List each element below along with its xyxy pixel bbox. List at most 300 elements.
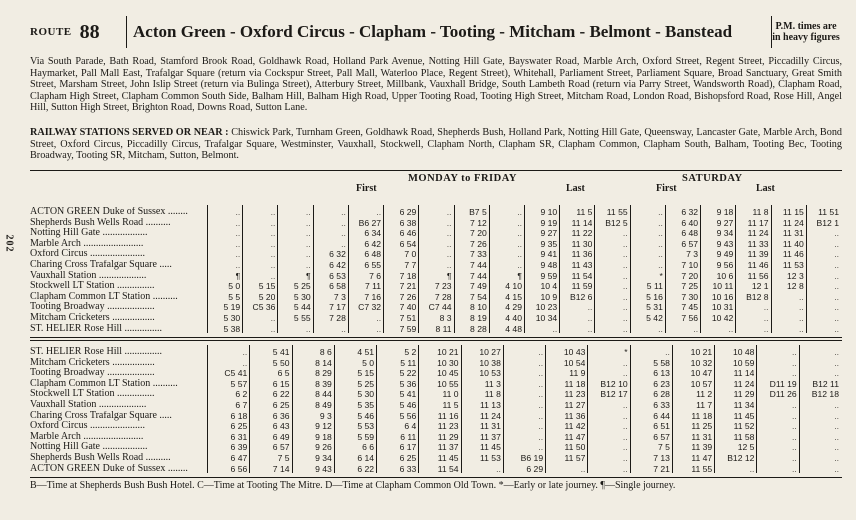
inbound-cell: 6 47 (230, 452, 248, 463)
inbound-cell: .. (791, 442, 797, 453)
inbound-cell: 6 15 (272, 378, 290, 389)
inbound-cell: .. (791, 463, 797, 474)
pm-note-line1: P.M. times are (775, 21, 837, 32)
inbound-cell: B12 18 (811, 389, 839, 400)
inbound-cell: 5 36 (399, 378, 417, 389)
inbound-column-rule (461, 345, 462, 473)
inbound-cell: 6 22 (272, 389, 290, 400)
inbound-cell: .. (538, 410, 544, 421)
outbound-cell: 11 39 (747, 249, 769, 260)
outbound-cell: 8 11 (435, 323, 452, 334)
outbound-cell: 5 16 (646, 291, 663, 302)
outbound-column-rule (348, 205, 349, 333)
outbound-cell: 11 53 (782, 259, 804, 270)
inbound-cell: 11 45 (479, 442, 501, 453)
outbound-cell: 9 19 (540, 217, 558, 228)
railway-label: RAILWAY STATIONS SERVED OR NEAR : (30, 127, 229, 138)
outbound-cell: .. (587, 302, 593, 313)
inbound-cell: 10 59 (732, 357, 755, 368)
inbound-cell: 5 2 (404, 347, 417, 357)
outbound-column-rule (735, 205, 736, 333)
outbound-cell: .. (834, 281, 839, 292)
inbound-cell: .. (834, 347, 839, 357)
outbound-cell: .. (517, 228, 522, 239)
inbound-cell: 11 24 (479, 410, 501, 421)
inbound-cell: .. (834, 421, 839, 432)
outbound-cell: 5 11 (646, 281, 663, 292)
outbound-cell: .. (270, 207, 276, 217)
outbound-cell: .. (622, 323, 628, 334)
outbound-cell: .. (798, 312, 804, 323)
outbound-cell: 9 48 (540, 259, 558, 270)
outbound-cell: .. (270, 228, 276, 239)
outbound-cell: ¶ (306, 270, 311, 281)
inbound-column-rule (418, 345, 419, 473)
outbound-stop-6: Vauxhall Station ................... (30, 270, 147, 281)
inbound-column-rule (799, 345, 800, 473)
outbound-cell: .. (235, 228, 241, 239)
inbound-cell: D11 19 (769, 378, 797, 389)
outbound-cell: .. (798, 291, 804, 302)
outbound-cell: 5 19 (223, 302, 241, 313)
inbound-cell: 6 43 (272, 421, 290, 432)
inbound-cell: 10 57 (690, 378, 713, 389)
inbound-cell: .. (622, 410, 628, 421)
outbound-cell: 10 23 (535, 302, 558, 313)
outbound-stop-2: Notting Hill Gate .................. (30, 228, 148, 239)
inbound-cell: .. (580, 463, 586, 474)
inbound-cell: .. (834, 368, 839, 379)
outbound-cell: 11 51 (818, 207, 839, 217)
outbound-cell: .. (376, 323, 382, 334)
outbound-cell: .. (622, 249, 628, 260)
inbound-cell: 5 41 (272, 347, 290, 357)
inbound-cell: 5 56 (399, 410, 417, 421)
outbound-cell: .. (622, 270, 628, 281)
outbound-cell: 11 46 (747, 259, 769, 270)
inbound-cell: .. (538, 347, 544, 357)
outbound-cell: 7 51 (399, 312, 417, 323)
outbound-cell: 11 55 (606, 207, 628, 217)
inbound-cell: 6 4 (404, 421, 417, 432)
outbound-cell: .. (728, 323, 734, 334)
inbound-cell: 11 13 (479, 399, 501, 410)
inbound-cell: 10 47 (690, 368, 713, 379)
inbound-cell: 10 32 (690, 357, 713, 368)
inbound-column-14 (800, 347, 839, 474)
inbound-cell: 9 3 (319, 410, 332, 421)
outbound-cell: 6 58 (329, 281, 346, 292)
inbound-cell: 11 45 (437, 452, 459, 463)
inbound-stop-4: Stockwell LT Station ............... (30, 389, 155, 400)
outbound-cell: .. (517, 207, 522, 217)
inbound-column-rule (334, 345, 335, 473)
outbound-column-rule (700, 205, 701, 333)
outbound-cell: 11 54 (571, 270, 593, 281)
outbound-cell: 6 34 (364, 228, 382, 239)
outbound-cell: .. (622, 281, 628, 292)
outbound-cell: 10 4 (540, 281, 558, 292)
outbound-cell: .. (235, 249, 241, 260)
outbound-cell: .. (341, 228, 346, 239)
outbound-column-rule (771, 205, 772, 333)
outbound-cell: 9 59 (540, 270, 558, 281)
inbound-column-rule (630, 345, 631, 473)
outbound-column-rule (630, 205, 631, 333)
outbound-cell: .. (235, 259, 241, 270)
outbound-cell: 10 31 (711, 302, 734, 313)
inbound-cell: .. (834, 410, 839, 421)
inbound-cell: 5 59 (357, 431, 375, 442)
outbound-cell: .. (763, 312, 769, 323)
inbound-cell: 11 36 (564, 410, 586, 421)
inbound-cell: 10 53 (479, 368, 501, 379)
inbound-column-7 (504, 347, 543, 474)
outbound-cell: 9 34 (716, 228, 734, 239)
outbound-cell: .. (235, 217, 241, 228)
inbound-cell: 6 29 (526, 463, 544, 474)
inbound-cell: * (624, 347, 628, 357)
inbound-cell: 11 37 (479, 431, 501, 442)
inbound-column-rule (376, 345, 377, 473)
inbound-cell: .. (791, 431, 797, 442)
inbound-column-12 (715, 347, 754, 474)
inbound-column-13 (757, 347, 796, 474)
outbound-cell: .. (270, 270, 276, 281)
outbound-cell: 7 0 (404, 249, 417, 260)
outbound-cell: 6 48 (364, 249, 382, 260)
outbound-cell: 7 49 (470, 281, 487, 292)
outbound-cell: .. (305, 217, 311, 228)
inbound-cell: .. (242, 357, 248, 368)
inbound-cell: 11 16 (437, 410, 459, 421)
inbound-cell: 6 25 (399, 452, 417, 463)
outbound-cell: 4 15 (505, 291, 522, 302)
outbound-cell: 7 30 (681, 291, 699, 302)
outbound-cell: 11 17 (747, 217, 769, 228)
route-box (30, 16, 127, 48)
inbound-column-rule (503, 345, 504, 473)
outbound-cell: C7 44 (428, 302, 452, 313)
outbound-cell: 7 59 (399, 323, 417, 334)
inbound-stop-11: ACTON GREEN Duke of Sussex ........ (30, 463, 188, 474)
outbound-cell: .. (517, 259, 522, 270)
outbound-stop-9: Tooting Broadway ................... (30, 302, 155, 313)
outbound-cell: .. (658, 249, 663, 260)
mf-last-label: Last (566, 183, 585, 194)
inbound-cell: 7 13 (653, 452, 670, 463)
inbound-cell: 5 11 (400, 357, 417, 368)
outbound-cell: 11 8 (752, 207, 769, 217)
outbound-cell: .. (693, 323, 699, 334)
outbound-column-0 (208, 207, 240, 334)
inbound-cell: 10 55 (437, 378, 459, 389)
outbound-cell: B12 8 (746, 291, 769, 302)
inbound-cell: 5 50 (272, 357, 290, 368)
outbound-cell: 11 31 (782, 228, 804, 239)
inbound-stop-9: Notting Hill Gate .................. (30, 442, 148, 453)
outbound-cell: .. (658, 207, 663, 217)
inbound-cell: 8 29 (315, 368, 332, 379)
railway-text: Chiswick Park, Turnham Green, Goldhawk Road, Shepherds Bush, Holland Park, Notting Hill Gate, Queensway, Lancaster Gate, Marble Arch, Bond Street, Oxford Circus, Piccadilly Circus, Trafalgar Square, Westminster, Vauxhall, Stockwell, Clapham North, Clapham SR, Clapham Common, Clapham South, Balham, Tooting Bec, Tooting Broadway, Tooting SR, Mitcham, Sutton, Belmont. (30, 127, 843, 162)
outbound-cell: .. (622, 228, 628, 239)
outbound-cell: 5 25 (293, 281, 311, 292)
outbound-cell: .. (305, 323, 311, 334)
outbound-stop-11: ST. HELIER Rose Hill ............... (30, 323, 163, 334)
outbound-column-rule (313, 205, 314, 333)
outbound-cell: .. (834, 302, 839, 313)
inbound-column-0 (208, 347, 247, 474)
outbound-cell: 4 48 (505, 323, 522, 334)
outbound-cell: C5 36 (252, 302, 276, 313)
inbound-column-2 (293, 347, 332, 474)
inbound-cell: 5 46 (357, 410, 375, 421)
outbound-column-14 (701, 207, 733, 334)
inbound-cell: .. (834, 357, 839, 368)
inbound-cell: 6 6 (362, 442, 375, 453)
inbound-stop-5: Vauxhall Station ................... (30, 399, 147, 410)
outbound-cell: 9 18 (716, 207, 734, 217)
outbound-cell: .. (517, 249, 522, 260)
inbound-cell: 8 49 (315, 399, 332, 410)
inbound-cell: B6 19 (520, 452, 544, 463)
outbound-cell: 11 15 (782, 207, 804, 217)
inbound-cell: 11 52 (733, 421, 755, 432)
outbound-cell: 7 3 (686, 249, 699, 260)
outbound-column-rule (418, 205, 419, 333)
outbound-cell: .. (763, 323, 769, 334)
outbound-stop-list (30, 207, 188, 334)
inbound-column-3 (335, 347, 374, 474)
outbound-column-4 (349, 207, 381, 334)
outbound-cell: 6 32 (681, 207, 699, 217)
inbound-cell: 5 25 (357, 378, 375, 389)
inbound-cell: 11 18 (691, 410, 713, 421)
outbound-cell: 7 40 (399, 302, 417, 313)
inbound-cell: 6 56 (230, 463, 248, 474)
outbound-cell: .. (834, 259, 839, 270)
inbound-cell: 5 22 (399, 368, 417, 379)
inbound-cell: 11 47 (691, 452, 713, 463)
outbound-stop-3: Marble Arch ........................ (30, 238, 144, 249)
outbound-cell: 10 11 (712, 281, 734, 292)
inbound-cell: 6 5 (277, 368, 290, 379)
outbound-cell: 5 15 (258, 281, 276, 292)
inbound-cell: 6 22 (357, 463, 375, 474)
outbound-cell: 9 27 (540, 228, 558, 239)
outbound-cell: 11 43 (571, 259, 593, 270)
outbound-cell: 10 42 (711, 312, 734, 323)
outbound-cell: 9 56 (716, 259, 734, 270)
outbound-stop-10: Mitcham Cricketers ................. (30, 312, 155, 323)
inbound-cell: .. (665, 347, 670, 357)
inbound-cell: .. (538, 431, 544, 442)
outbound-column-16 (772, 207, 804, 334)
outbound-cell: .. (658, 323, 663, 334)
outbound-cell: .. (834, 238, 839, 249)
inbound-cell: 10 43 (563, 347, 586, 357)
inbound-cell: 11 57 (564, 452, 586, 463)
outbound-cell: .. (235, 238, 241, 249)
outbound-cell: 6 54 (399, 238, 417, 249)
outbound-column-rule (242, 205, 243, 333)
outbound-cell: .. (622, 302, 628, 313)
sat-first-label: First (656, 183, 677, 194)
outbound-cell: 7 6 (369, 270, 382, 281)
outbound-cell: 7 7 (404, 259, 417, 270)
outbound-cell: .. (587, 323, 593, 334)
inbound-column-5 (419, 347, 458, 474)
outbound-cell: .. (834, 249, 839, 260)
outbound-cell: .. (834, 323, 839, 334)
inbound-cell: .. (538, 442, 544, 453)
inbound-cell: D11 26 (769, 389, 797, 400)
outbound-cell: .. (517, 238, 522, 249)
inbound-cell: 6 57 (653, 431, 670, 442)
outbound-cell: 9 49 (716, 249, 734, 260)
outbound-cell: 5 5 (228, 291, 241, 302)
outbound-cell: 7 28 (329, 312, 346, 323)
inbound-cell: 11 18 (564, 378, 586, 389)
inbound-cell: 11 2 (696, 389, 713, 400)
inbound-cell: .. (622, 431, 628, 442)
outbound-column-rule (207, 205, 208, 333)
inbound-cell: .. (791, 368, 797, 379)
inbound-cell: 4 51 (357, 347, 375, 357)
inbound-cell: 11 23 (437, 421, 459, 432)
outbound-cell: .. (446, 259, 452, 270)
inbound-cell: 11 39 (691, 442, 713, 453)
outbound-cell: 10 34 (535, 312, 558, 323)
inbound-cell: .. (538, 421, 544, 432)
outbound-cell: 9 10 (540, 207, 558, 217)
outbound-cell: 6 57 (681, 238, 699, 249)
sat-label-outbound: SATURDAY (682, 173, 743, 184)
inbound-cell: 7 14 (272, 463, 290, 474)
outbound-cell: 4 29 (505, 302, 522, 313)
inbound-cell: 8 14 (315, 357, 332, 368)
outbound-cell: 12 8 (787, 281, 804, 292)
outbound-cell: .. (834, 291, 839, 302)
inbound-cell: 10 38 (479, 357, 501, 368)
outbound-cell: 5 44 (293, 302, 311, 313)
inbound-cell: .. (538, 357, 544, 368)
inbound-cell: 11 25 (691, 421, 713, 432)
outbound-cell: .. (587, 312, 593, 323)
outbound-cell: .. (658, 228, 663, 239)
outbound-cell: .. (834, 228, 839, 239)
inbound-cell: 5 57 (230, 378, 248, 389)
inbound-column-4 (377, 347, 416, 474)
outbound-column-rule (524, 205, 525, 333)
outbound-cell: C7 32 (358, 302, 382, 313)
route-title: Acton Green - Oxford Circus - Clapham - Tooting - Mitcham - Belmont - Banstead (127, 16, 772, 48)
outbound-cell: .. (798, 323, 804, 334)
railway-stations (30, 127, 842, 162)
inbound-cell: 6 39 (230, 442, 248, 453)
inbound-cell: 7 5 (277, 452, 290, 463)
inbound-cell: 5 30 (357, 389, 375, 400)
inbound-cell: .. (791, 410, 797, 421)
outbound-column-5 (384, 207, 416, 334)
inbound-cell: 11 47 (564, 431, 586, 442)
outbound-cell: 6 53 (329, 270, 346, 281)
outbound-cell: 9 41 (540, 249, 558, 260)
inbound-cell: .. (791, 421, 797, 432)
outbound-cell: 7 20 (681, 270, 699, 281)
outbound-cell: .. (235, 207, 241, 217)
inbound-column-rule (714, 345, 715, 473)
outbound-cell: .. (446, 207, 452, 217)
outbound-cell: 7 16 (364, 291, 382, 302)
outbound-cell: 11 14 (571, 217, 593, 228)
inbound-cell: 6 14 (357, 452, 375, 463)
footnotes: B—Time at Shepherds Bush Bush Hotel. C—Time at Tooting The Mitre. D—Time at Clapham Common Old Town. *—Early or late journey. ¶—Single journey. (30, 480, 676, 491)
inbound-cell: .. (538, 399, 544, 410)
inbound-cell: .. (622, 421, 628, 432)
outbound-column-7 (455, 207, 487, 334)
inbound-cell: 10 54 (563, 357, 586, 368)
inbound-column-10 (631, 347, 670, 474)
inbound-stop-0: ST. HELIER Rose Hill ............... (30, 347, 163, 357)
outbound-cell: .. (763, 302, 769, 313)
inbound-cell: 10 48 (732, 347, 755, 357)
inbound-cell: 9 26 (315, 442, 332, 453)
inbound-cell: 11 37 (437, 442, 459, 453)
inbound-column-6 (462, 347, 501, 474)
outbound-cell: 7 28 (434, 291, 452, 302)
outbound-cell: 10 6 (716, 270, 734, 281)
outbound-cell: ¶ (517, 270, 522, 281)
inbound-cell: 11 31 (691, 431, 713, 442)
outbound-cell: 7 3 (333, 291, 346, 302)
inbound-cell: .. (791, 357, 797, 368)
outbound-cell: B12 6 (569, 291, 593, 302)
outbound-cell: B12 5 (605, 217, 628, 228)
outbound-cell: 8 28 (470, 323, 487, 334)
outbound-cell: .. (270, 238, 276, 249)
outbound-cell: .. (622, 238, 628, 249)
outbound-column-1 (243, 207, 275, 334)
inbound-column-rule (756, 345, 757, 473)
inbound-cell: 6 25 (272, 399, 290, 410)
inbound-cell: 5 53 (357, 421, 375, 432)
outbound-cell: 8 10 (470, 302, 487, 313)
inbound-stop-1: Mitcham Cricketers ................. (30, 357, 155, 368)
outbound-stop-8: Clapham Common LT Station .......... (30, 291, 178, 302)
outbound-column-rule (454, 205, 455, 333)
inbound-cell: .. (834, 431, 839, 442)
inbound-cell: 6 13 (653, 368, 670, 379)
outbound-cell: * (659, 270, 663, 281)
outbound-cell: 12 1 (751, 281, 769, 292)
route-via-text: Via South Parade, Bath Road, Stamford Brook Road, Goldhawk Road, Holland Park Avenue, Notting Hill Gate, Bayswater Road, Marble Arch, Oxford Street, Regent Street, Piccadilly Circus, Haymarket, Pall Mall East, Trafalgar Square (return via Cockspur Street, Pall Mall, Waterloo Place, Regent Street), Whitehall, Parliament Street, Parliament Square, Broad Sanctuary, Great Smith Street, Marsham Street, John Islip Street (return via Bulinga Street), Atterbury Street, Millbank, Vauxhall Bridge, South Lambeth Road (return via Parry Street, Wandsworth Road), Clapham Road, Clapham High Street, Clapham Common South Side, Balham Hill, Balham High Road, Upper Tooting Road, Tooting High Street, Mitcham Road, London Road, Bishopsford Road, Rose Hill, Angel Hill, Sutton High Street, Brighton Road, Downs Road, Sutton Lane. (30, 56, 842, 114)
inbound-cell: .. (622, 463, 628, 474)
inbound-cell: 6 36 (272, 410, 290, 421)
outbound-cell: 6 46 (399, 228, 417, 239)
inbound-cell: 6 23 (653, 378, 670, 389)
outbound-cell: 6 48 (681, 228, 699, 239)
inbound-cell: 6 44 (653, 410, 670, 421)
inbound-stop-8: Marble Arch ........................ (30, 431, 144, 442)
outbound-cell: 6 38 (399, 217, 417, 228)
outbound-cell: .. (622, 312, 628, 323)
inbound-cell: 11 45 (733, 410, 755, 421)
outbound-cell: .. (834, 270, 839, 281)
outbound-cell: 7 54 (470, 291, 487, 302)
outbound-cell: 8 19 (470, 312, 487, 323)
inbound-timetable (30, 340, 842, 478)
